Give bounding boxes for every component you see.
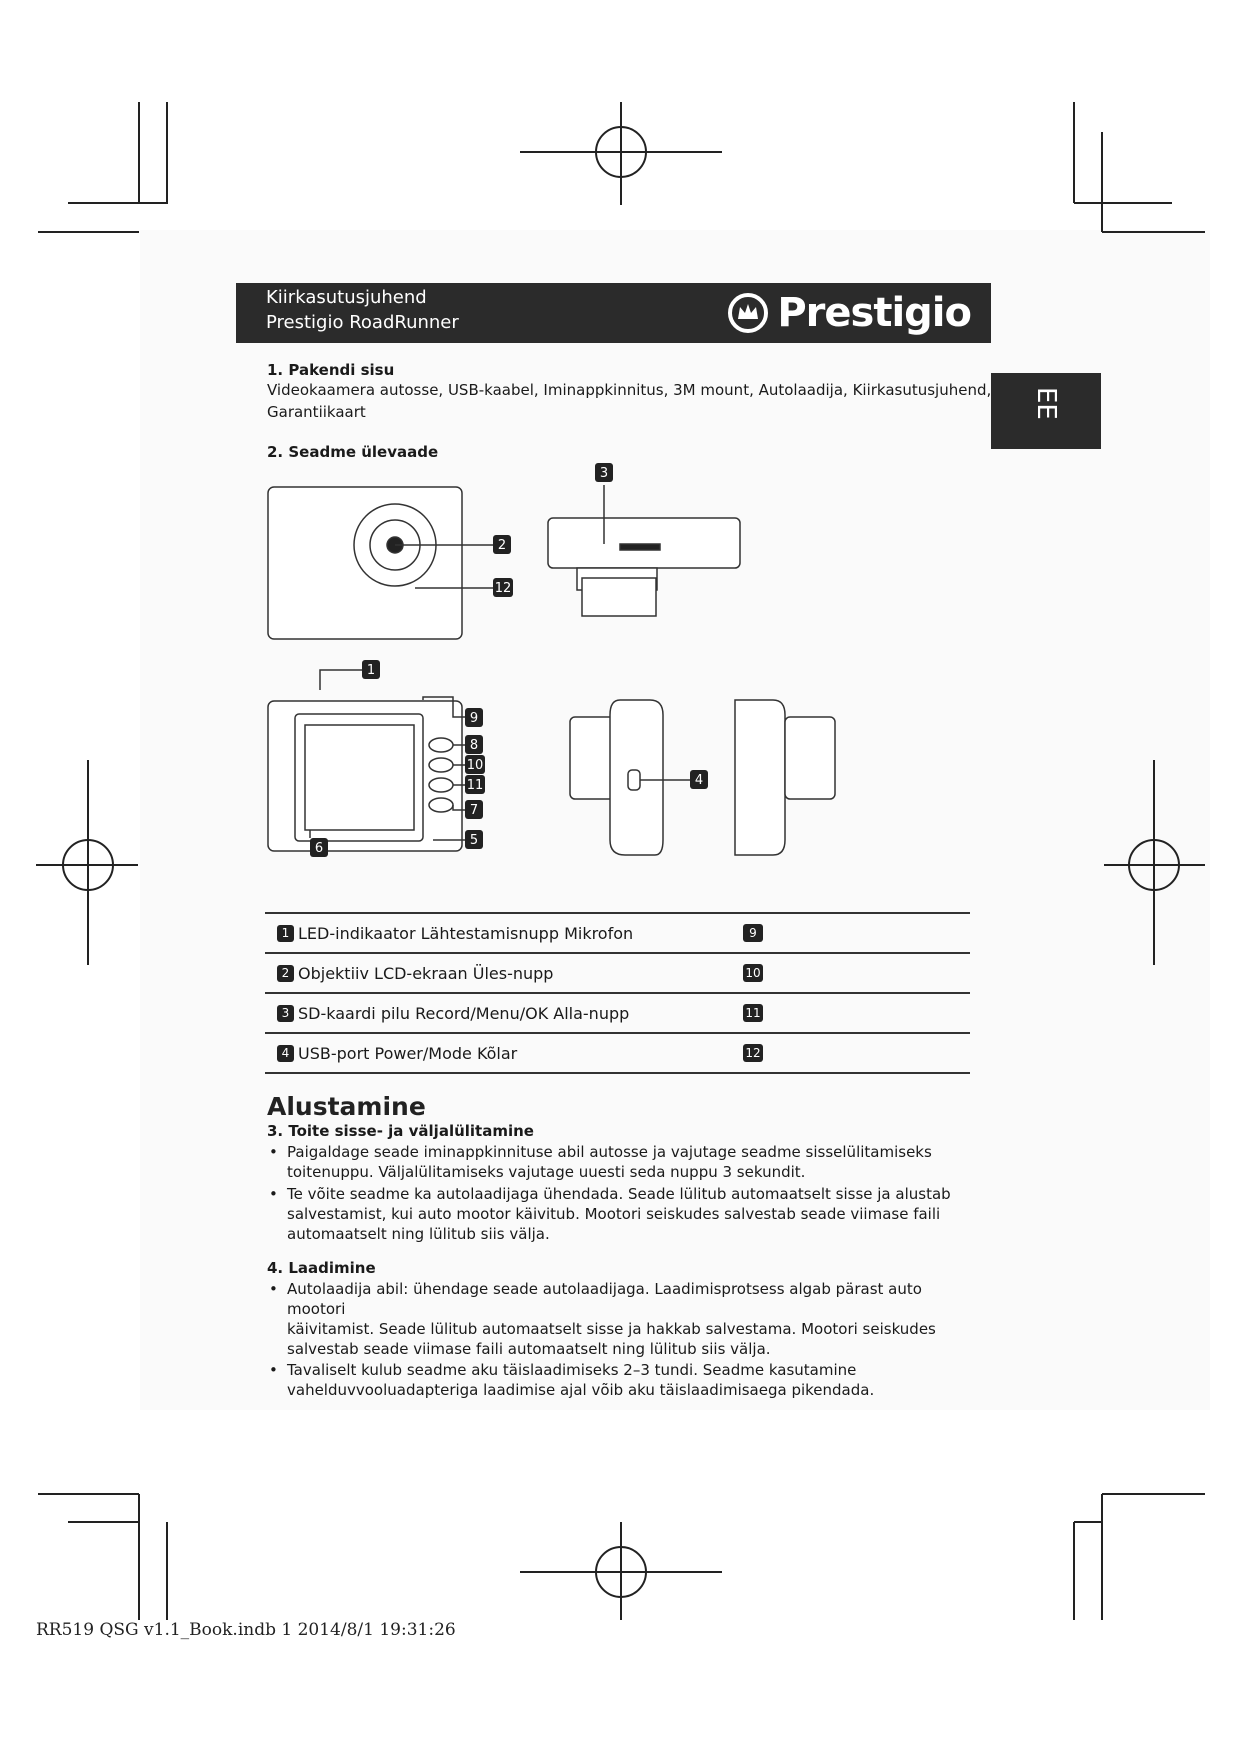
callout-badge-5 xyxy=(465,830,483,849)
callout-badge-6 xyxy=(310,838,328,857)
language-code: EE xyxy=(1031,387,1061,420)
legend-table xyxy=(265,912,970,1074)
svg-text:5: 5 xyxy=(469,833,479,848)
brand-logo xyxy=(727,289,971,337)
svg-text:4: 4 xyxy=(694,773,704,788)
legend-row xyxy=(265,1032,970,1074)
callout-badge-1 xyxy=(362,660,380,679)
svg-text:2: 2 xyxy=(497,538,507,553)
package-contents-line2: Garantiikaart xyxy=(267,403,366,421)
list-item: • Te võite seadme ka autolaadijaga ühendada. Seade lülitub automaatselt sisse ja alustab salvestamist, kui auto mootor käivitub. Mootori seiskudes salvestab seade viimase faili automaatselt ning lülitub siis välja. xyxy=(267,1184,967,1244)
list-item: • Paigaldage seade iminappkinnituse abil autosse ja vajutage seadme sisselülitamiseks toitenuppu. Väljalülitamiseks vajutage uuesti seda nuppu 3 sekundit. xyxy=(267,1142,967,1182)
charging-instructions xyxy=(267,1279,967,1400)
svg-text:7: 7 xyxy=(469,803,479,818)
legend-num-right: 10 xyxy=(743,964,763,982)
legend-num-left: 2 xyxy=(277,965,294,982)
svg-text:1: 1 xyxy=(366,663,376,678)
legend-text: Objektiiv LCD-ekraan Üles-nupp xyxy=(298,963,554,983)
callout-badge-7 xyxy=(465,800,483,819)
svg-text:8: 8 xyxy=(469,738,479,753)
svg-text:11: 11 xyxy=(466,778,484,793)
language-tab xyxy=(991,373,1101,449)
legend-row xyxy=(265,912,970,952)
callout-badge-3 xyxy=(595,463,613,482)
legend-text: USB-port Power/Mode Kõlar xyxy=(298,1043,518,1063)
section1-title: 1. Pakendi sisu xyxy=(267,361,395,379)
svg-text:12: 12 xyxy=(494,581,512,596)
legend-num-right: 12 xyxy=(743,1044,763,1062)
power-instructions xyxy=(267,1142,967,1244)
svg-text:10: 10 xyxy=(466,758,484,773)
header-subtitle: Prestigio RoadRunner xyxy=(266,312,459,333)
package-contents-line1: Videokaamera autosse, USB-kaabel, Iminappkinnitus, 3M mount, Autolaadija, Kiirkasutusjuhend, xyxy=(267,381,992,399)
callout-badge-11 xyxy=(465,775,485,794)
getting-started-heading: Alustamine xyxy=(267,1092,426,1121)
legend-num-left: 1 xyxy=(277,925,294,942)
legend-num-right: 11 xyxy=(743,1004,763,1022)
callout-badge-10 xyxy=(465,755,485,774)
section2-title: 2. Seadme ülevaade xyxy=(267,443,439,461)
list-item: • Autolaadija abil: ühendage seade autolaadijaga. Laadimisprotsess algab pärast auto mootori käivitamist. Seade lülitub automaatselt sisse ja hakkab salvestama. Mootori seiskudes salvestab seade viimase faili automaatselt ning lülitub siis välja. xyxy=(267,1279,967,1359)
section3-title: 3. Toite sisse- ja väljalülitamine xyxy=(267,1122,534,1140)
legend-num-left: 3 xyxy=(277,1005,294,1022)
legend-row xyxy=(265,992,970,1032)
list-item: • Tavaliselt kulub seadme aku täislaadimiseks 2–3 tundi. Seadme kasutamine vahelduvvooluadapteriga laadimise ajal võib aku täislaadimisaega pikendada. xyxy=(267,1360,967,1400)
legend-row xyxy=(265,952,970,992)
header-banner xyxy=(236,283,991,343)
device-diagram xyxy=(265,460,845,900)
header-title: Kiirkasutusjuhend xyxy=(266,287,427,308)
print-footer: RR519 QSG v1.1_Book.indb 1 2014/8/1 19:31:26 xyxy=(36,1620,456,1640)
svg-text:3: 3 xyxy=(599,466,609,481)
callout-badge-4 xyxy=(690,770,708,789)
section4-title: 4. Laadimine xyxy=(267,1259,376,1277)
callout-badge-9 xyxy=(465,708,483,727)
svg-text:9: 9 xyxy=(469,711,479,726)
legend-text: SD-kaardi pilu Record/Menu/OK Alla-nupp xyxy=(298,1003,630,1023)
svg-text:6: 6 xyxy=(314,841,324,856)
brand-name: Prestigio xyxy=(777,290,971,336)
callout-badge-12 xyxy=(493,578,513,597)
callout-badge-8 xyxy=(465,735,483,754)
callout-badge-2 xyxy=(493,535,511,554)
legend-num-right: 9 xyxy=(743,924,763,942)
legend-text: LED-indikaator Lähtestamisnupp Mikrofon xyxy=(298,923,634,943)
crown-icon xyxy=(727,292,769,334)
legend-num-left: 4 xyxy=(277,1045,294,1062)
